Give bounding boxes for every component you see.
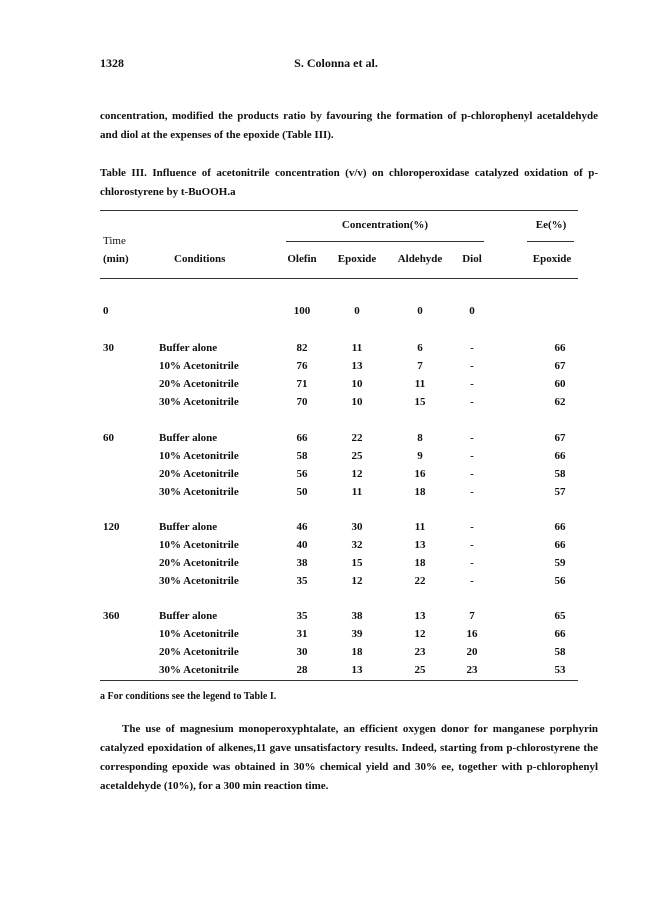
ee-cell: 66 — [554, 450, 566, 462]
concentration-group-header: Concentration(%) — [341, 219, 429, 231]
diol-cell: - — [470, 396, 474, 408]
conditions-cell: Buffer alone — [159, 432, 218, 444]
diol-cell: - — [470, 575, 474, 587]
time-cell: 360 — [103, 610, 120, 622]
ee-cell: 65 — [554, 610, 566, 622]
intro-paragraph: concentration, modified the products ratio by favouring the formation of p-chlorophenyl acetaldehyde and diol at the expenses of the epoxide (Table III). — [100, 110, 598, 141]
olefin-cell: 30 — [296, 646, 308, 658]
conditions-cell: 10% Acetonitrile — [159, 450, 239, 462]
conditions-cell: Buffer alone — [159, 342, 218, 354]
aldehyde-cell: 12 — [414, 628, 426, 640]
conditions-cell: 10% Acetonitrile — [159, 360, 239, 372]
epoxide-cell: 25 — [351, 450, 363, 462]
aldehyde-cell: 9 — [417, 450, 423, 462]
aldehyde-header: Aldehyde — [397, 253, 443, 265]
aldehyde-cell: 7 — [417, 360, 423, 372]
time-cell: 60 — [103, 432, 114, 444]
olefin-cell: 38 — [296, 557, 308, 569]
epoxide-cell: 13 — [351, 360, 363, 372]
diol-cell: 20 — [466, 646, 478, 658]
ee-cell: 67 — [554, 360, 566, 372]
olefin-cell: 58 — [296, 450, 308, 462]
aldehyde-cell: 22 — [414, 575, 426, 587]
ee-cell: 53 — [554, 664, 566, 676]
conditions-cell: 30% Acetonitrile — [159, 396, 239, 408]
epoxide-cell: 12 — [351, 575, 363, 587]
aldehyde-cell: 0 — [417, 305, 423, 317]
diol-cell: 23 — [466, 664, 478, 676]
epoxide-cell: 0 — [354, 305, 360, 317]
conditions-cell: 10% Acetonitrile — [159, 628, 239, 640]
aldehyde-cell: 8 — [417, 432, 423, 444]
olefin-cell: 40 — [296, 539, 308, 551]
epoxide-cell: 11 — [351, 342, 363, 354]
running-title: S. Colonna et al. — [294, 56, 378, 70]
epoxide-cell: 30 — [351, 521, 363, 533]
diol-cell: 0 — [469, 305, 475, 317]
epoxide-cell: 15 — [351, 557, 363, 569]
time-cell: 30 — [103, 342, 114, 354]
table-caption: Table III. Influence of acetonitrile concentration (v/v) on chloroperoxidase catalyzed oxidation of p-chlorostyrene by t-BuOOH.a — [100, 167, 598, 198]
aldehyde-cell: 11 — [414, 378, 426, 390]
ee-cell: 58 — [554, 468, 566, 480]
ee-cell: 67 — [554, 432, 566, 444]
epoxide-cell: 22 — [351, 432, 363, 444]
ee-cell: 58 — [554, 646, 566, 658]
olefin-cell: 66 — [296, 432, 308, 444]
epoxide-cell: 10 — [351, 378, 363, 390]
ee-cell: 66 — [554, 521, 566, 533]
page-number: 1328 — [100, 56, 124, 70]
conditions-cell: 10% Acetonitrile — [159, 539, 239, 551]
olefin-cell: 46 — [296, 521, 308, 533]
diol-cell: - — [470, 432, 474, 444]
diol-cell: - — [470, 539, 474, 551]
time-cell: 0 — [103, 305, 109, 317]
ee-cell: 62 — [554, 396, 566, 408]
ee-cell: 66 — [554, 628, 566, 640]
conditions-cell: 20% Acetonitrile — [159, 557, 239, 569]
time-cell: 120 — [103, 521, 120, 533]
aldehyde-cell: 18 — [414, 486, 426, 498]
olefin-cell: 56 — [296, 468, 308, 480]
time-header-line2: (min) — [103, 253, 129, 265]
olefin-cell: 31 — [296, 628, 308, 640]
diol-cell: - — [470, 342, 474, 354]
time-header-line1: Time — [103, 235, 126, 247]
epoxide-cell: 10 — [351, 396, 363, 408]
closing-paragraph: The use of magnesium monoperoxyphtalate, an efficient oxygen donor for manganese porphyrin catalyzed epoxidation of alkenes,11 gave unsatisfactory results. Indeed, starting from p-chlorostyrene the corresponding epoxide was obtained in 30% chemical yield and 30% ee, together with p-chlorophenyl acetaldehyde (10%), for a 300 min reaction time. — [100, 723, 598, 792]
olefin-cell: 82 — [296, 342, 308, 354]
ee-cell: 57 — [554, 486, 566, 498]
ee-cell: 56 — [554, 575, 566, 587]
olefin-cell: 50 — [296, 486, 308, 498]
aldehyde-cell: 13 — [414, 539, 426, 551]
epoxide-cell: 39 — [351, 628, 363, 640]
diol-cell: - — [470, 450, 474, 462]
conditions-cell: 20% Acetonitrile — [159, 378, 239, 390]
conditions-cell: 30% Acetonitrile — [159, 664, 239, 676]
epoxide-cell: 11 — [351, 486, 363, 498]
conditions-cell: Buffer alone — [159, 521, 218, 533]
diol-cell: - — [470, 486, 474, 498]
ee-cell: 60 — [554, 378, 566, 390]
epoxide-cell: 12 — [351, 468, 363, 480]
aldehyde-cell: 23 — [414, 646, 426, 658]
aldehyde-cell: 6 — [417, 342, 423, 354]
aldehyde-cell: 18 — [414, 557, 426, 569]
aldehyde-cell: 15 — [414, 396, 426, 408]
epoxide-header: Epoxide — [337, 253, 377, 265]
aldehyde-cell: 16 — [414, 468, 426, 480]
conditions-cell: 20% Acetonitrile — [159, 468, 239, 480]
conditions-cell: 20% Acetonitrile — [159, 646, 239, 658]
diol-cell: - — [470, 360, 474, 372]
ee-group-header: Ee(%) — [535, 219, 567, 231]
conditions-header: Conditions — [174, 253, 226, 265]
aldehyde-cell: 25 — [414, 664, 426, 676]
aldehyde-cell: 13 — [414, 610, 426, 622]
ee-cell: 66 — [554, 539, 566, 551]
diol-cell: - — [470, 468, 474, 480]
olefin-cell: 70 — [296, 396, 308, 408]
conditions-cell: 30% Acetonitrile — [159, 486, 239, 498]
conditions-cell: Buffer alone — [159, 610, 218, 622]
olefin-header: Olefin — [287, 253, 317, 265]
diol-header: Diol — [462, 253, 482, 265]
olefin-cell: 35 — [296, 575, 308, 587]
diol-cell: 7 — [469, 610, 475, 622]
conditions-cell: 30% Acetonitrile — [159, 575, 239, 587]
olefin-cell: 35 — [296, 610, 308, 622]
epoxide-cell: 32 — [351, 539, 363, 551]
diol-cell: - — [470, 557, 474, 569]
epoxide-cell: 18 — [351, 646, 363, 658]
epoxide-cell: 13 — [351, 664, 363, 676]
table-footnote: a For conditions see the legend to Table I. — [100, 691, 277, 702]
diol-cell: 16 — [466, 628, 478, 640]
diol-cell: - — [470, 521, 474, 533]
olefin-cell: 28 — [296, 664, 308, 676]
ee-epoxide-header: Epoxide — [532, 253, 572, 265]
ee-cell: 59 — [554, 557, 566, 569]
epoxide-cell: 38 — [351, 610, 363, 622]
aldehyde-cell: 11 — [414, 521, 426, 533]
olefin-cell: 71 — [296, 378, 308, 390]
diol-cell: - — [470, 378, 474, 390]
olefin-cell: 76 — [296, 360, 308, 372]
ee-cell: 66 — [554, 342, 566, 354]
olefin-cell: 100 — [293, 305, 311, 317]
